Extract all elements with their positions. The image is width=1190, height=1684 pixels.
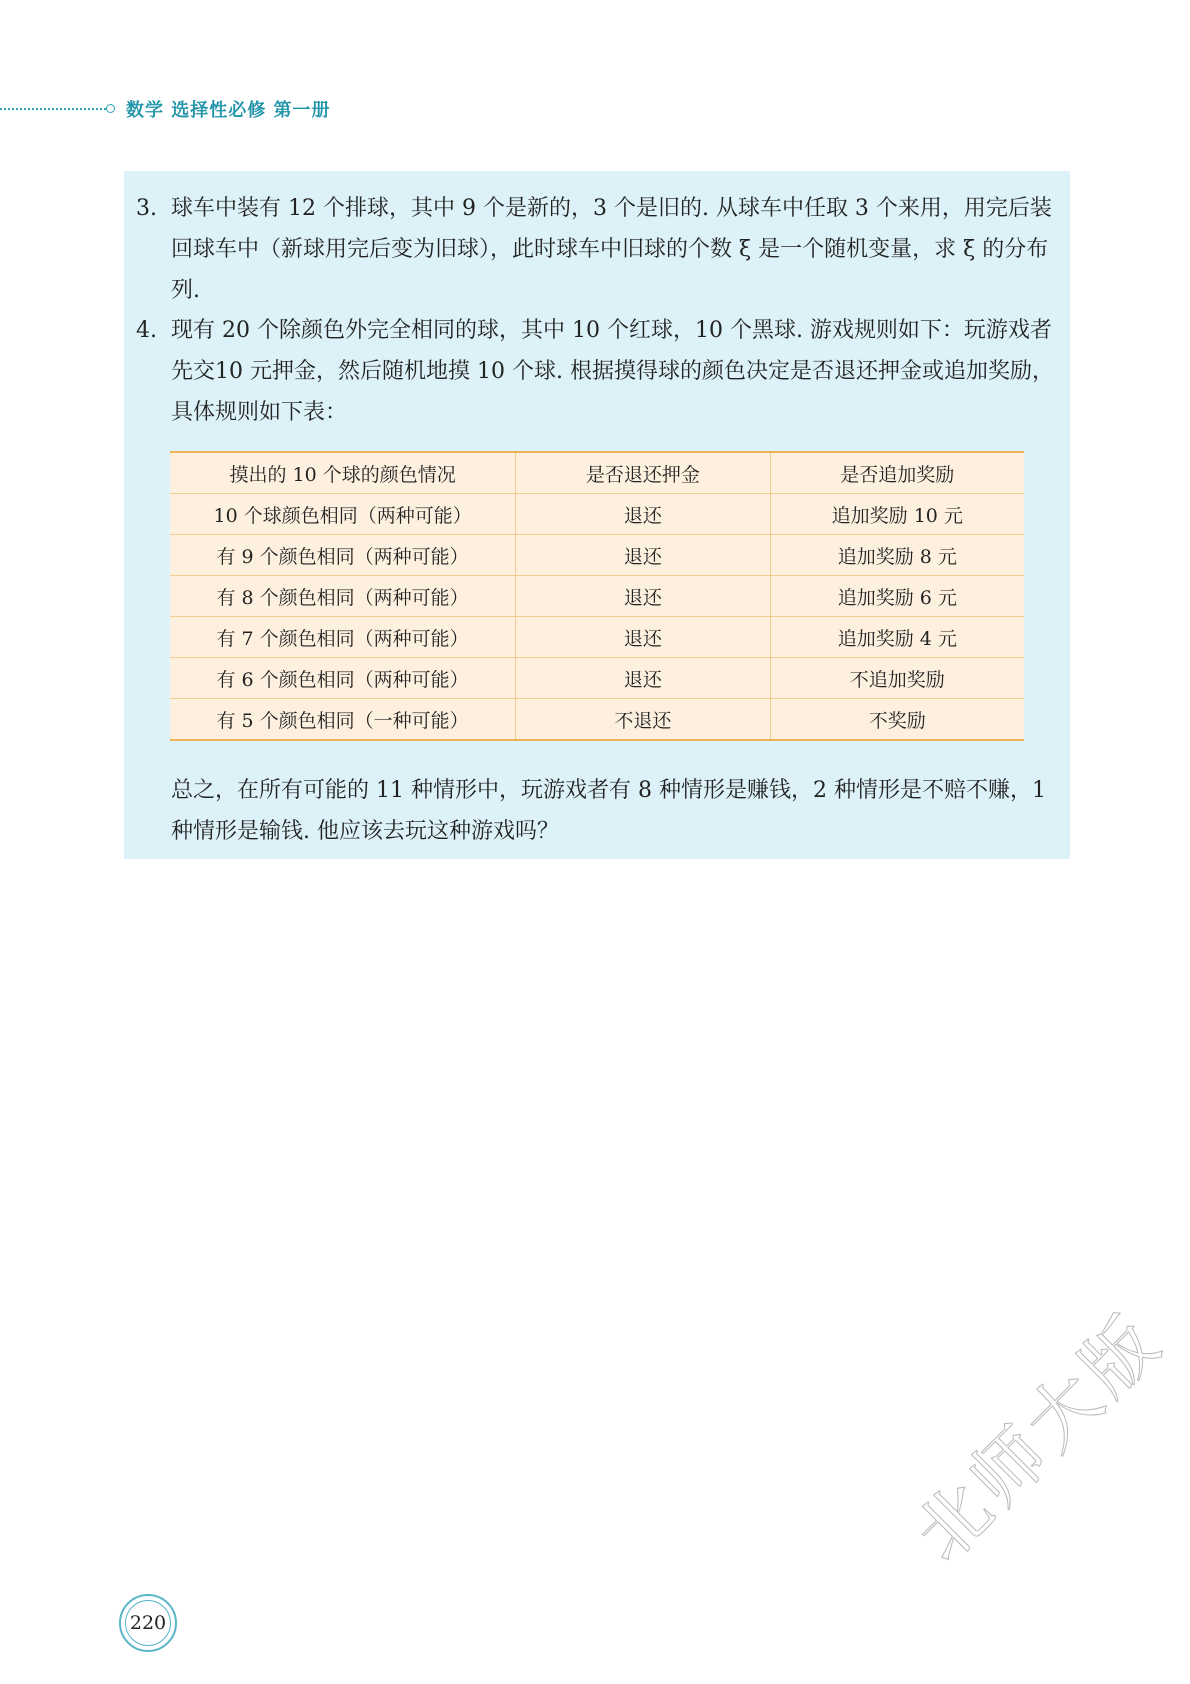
table-cell: 有 8 个颜色相同（两种可能） bbox=[170, 576, 516, 617]
table-cell: 退还 bbox=[516, 494, 770, 535]
table-cell: 追加奖励 8 元 bbox=[770, 535, 1024, 576]
header-circle-icon bbox=[106, 104, 115, 113]
table-header-cell: 摸出的 10 个球的颜色情况 bbox=[170, 452, 516, 494]
table-cell: 有 5 个颜色相同（一种可能） bbox=[170, 699, 516, 741]
table-cell: 有 9 个颜色相同（两种可能） bbox=[170, 535, 516, 576]
problem-4 bbox=[136, 310, 1056, 433]
problem-3 bbox=[136, 188, 1056, 311]
publisher-watermark: 北师大版 bbox=[898, 1296, 1179, 1578]
page-header-title: 数学 选择性必修 第一册 bbox=[126, 100, 331, 121]
table-row bbox=[170, 699, 1024, 741]
problem-text: 球车中装有 12 个排球，其中 9 个是新的，3 个是旧的. 从球车中任取 3 个来用，用完后装回球车中（新球用完后变为旧球），此时球车中旧球的个数 ξ 是一个随机变量，求 ξ 的分布列. bbox=[171, 196, 1052, 303]
table-row bbox=[170, 617, 1024, 658]
table-cell: 不奖励 bbox=[868, 709, 926, 732]
summary-text: 总之，在所有可能的 11 种情形中，玩游戏者有 8 种情形是赚钱，2 种情形是不赔不赚，1 种情形是输钱. 他应该去玩这种游戏吗？ bbox=[171, 778, 1046, 844]
header-dotted-line bbox=[0, 108, 110, 110]
table-header-cell: 是否退还押金 bbox=[516, 452, 770, 494]
page-number-badge bbox=[119, 1594, 177, 1652]
table-cell: 退还 bbox=[516, 658, 770, 699]
table-header-row bbox=[170, 452, 1024, 494]
table-cell: 退还 bbox=[516, 535, 770, 576]
table-cell: 不追加奖励 bbox=[770, 658, 1024, 699]
table-cell: 退还 bbox=[516, 617, 770, 658]
rules-table bbox=[170, 451, 1024, 741]
table-cell: 10 个球颜色相同（两种可能） bbox=[170, 494, 516, 535]
page-number: 220 bbox=[125, 1600, 171, 1646]
problem-number: 3. bbox=[136, 196, 157, 221]
table-row bbox=[170, 494, 1024, 535]
table-row bbox=[170, 658, 1024, 699]
problem-number: 4. bbox=[136, 318, 157, 343]
problem-text: 现有 20 个除颜色外完全相同的球，其中 10 个红球，10 个黑球. 游戏规则如下：玩游戏者先交10 元押金，然后随机地摸 10 个球. 根据摸得球的颜色决定是否退还押金或追加奖励，具体规则如下表： bbox=[171, 318, 1054, 425]
table-header-cell: 是否追加奖励 bbox=[770, 452, 1024, 494]
table-cell: 退还 bbox=[516, 576, 770, 617]
table-cell: 追加奖励 10 元 bbox=[770, 494, 1024, 535]
table-row bbox=[170, 535, 1024, 576]
table-cell: 有 6 个颜色相同（两种可能） bbox=[170, 658, 516, 699]
table-cell: 追加奖励 6 元 bbox=[770, 576, 1024, 617]
table-cell: 有 7 个颜色相同（两种可能） bbox=[170, 617, 516, 658]
table-row bbox=[170, 576, 1024, 617]
table-cell: 不退还 bbox=[516, 699, 770, 741]
table-cell: 追加奖励 4 元 bbox=[770, 617, 1024, 658]
